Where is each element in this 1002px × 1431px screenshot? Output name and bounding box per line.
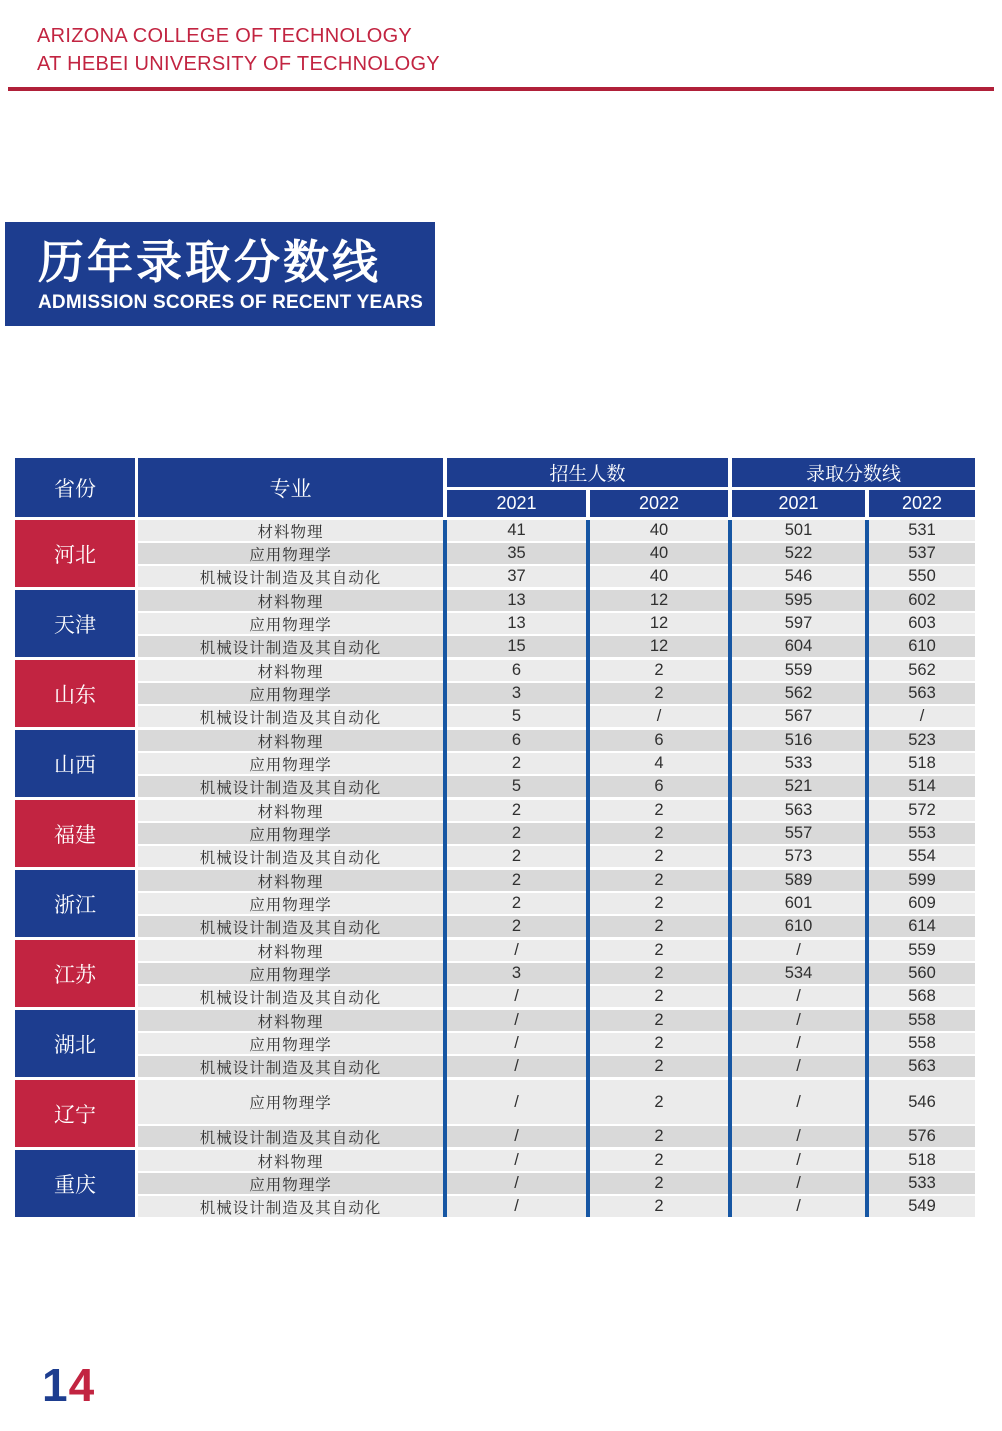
header-score-2021: 2021 (732, 490, 865, 517)
province-section (15, 800, 975, 867)
score-2021-cell: 557 (732, 823, 865, 844)
score-2021-cell: 559 (732, 660, 865, 681)
enrollment-2021-cell: 2 (447, 753, 586, 774)
section-rows (138, 1150, 975, 1217)
section-title-en: ADMISSION SCORES OF RECENT YEARS (38, 291, 424, 313)
enrollment-2021-cell: 3 (447, 683, 586, 704)
enrollment-2021-cell: 37 (447, 566, 586, 587)
score-2021-cell: / (732, 1126, 865, 1147)
enrollment-2021-cell: / (447, 1056, 586, 1077)
enrollment-2021-cell: / (447, 1126, 586, 1147)
major-cell: 应用物理学 (138, 613, 443, 634)
score-2022-cell: 518 (869, 1150, 975, 1171)
score-2021-cell: / (732, 1173, 865, 1194)
table-row (138, 1173, 975, 1194)
score-2022-cell: 562 (869, 660, 975, 681)
enrollment-2021-cell: 2 (447, 870, 586, 891)
major-cell: 应用物理学 (138, 1080, 443, 1124)
major-cell: 机械设计制造及其自动化 (138, 1056, 443, 1077)
table-row (138, 1033, 975, 1054)
score-2021-cell: 573 (732, 846, 865, 867)
score-2022-cell: 558 (869, 1033, 975, 1054)
province-section (15, 590, 975, 657)
table-row (138, 823, 975, 844)
enrollment-2021-cell: 35 (447, 543, 586, 564)
score-2021-cell: 546 (732, 566, 865, 587)
score-2022-cell: 554 (869, 846, 975, 867)
score-2022-cell: 614 (869, 916, 975, 937)
enrollment-2021-cell: 13 (447, 590, 586, 611)
score-2022-cell: 514 (869, 776, 975, 797)
admission-scores-table (15, 458, 975, 1217)
enrollment-2022-cell: 2 (590, 683, 728, 704)
score-2022-cell: 550 (869, 566, 975, 587)
score-2022-cell: 603 (869, 613, 975, 634)
table-row (138, 986, 975, 1007)
table-row (138, 963, 975, 984)
table-row (138, 730, 975, 751)
score-2022-cell: 572 (869, 800, 975, 821)
table-row (138, 870, 975, 891)
major-cell: 材料物理 (138, 730, 443, 751)
enrollment-2021-cell: / (447, 986, 586, 1007)
enrollment-2022-cell: 2 (590, 660, 728, 681)
major-cell: 材料物理 (138, 1150, 443, 1171)
score-2022-cell: 560 (869, 963, 975, 984)
enrollment-2022-cell: 2 (590, 1080, 728, 1124)
major-cell: 应用物理学 (138, 753, 443, 774)
table-row (138, 940, 975, 961)
score-2021-cell: / (732, 1033, 865, 1054)
major-cell: 机械设计制造及其自动化 (138, 636, 443, 657)
major-cell: 材料物理 (138, 1010, 443, 1031)
province-cell: 浙江 (15, 870, 135, 937)
enrollment-2021-cell: 2 (447, 846, 586, 867)
score-2022-cell: 546 (869, 1080, 975, 1124)
enrollment-2021-cell: / (447, 1173, 586, 1194)
page-number-digit-2: 4 (68, 1359, 96, 1411)
enrollment-2022-cell: 2 (590, 1126, 728, 1147)
score-2021-cell: 595 (732, 590, 865, 611)
enrollment-2022-cell: 2 (590, 1173, 728, 1194)
province-cell: 山西 (15, 730, 135, 797)
university-name-header (37, 22, 440, 78)
score-2021-cell: 597 (732, 613, 865, 634)
table-row (138, 590, 975, 611)
enrollment-2022-cell: 2 (590, 1033, 728, 1054)
province-section (15, 940, 975, 1007)
province-section (15, 1010, 975, 1077)
score-2021-cell: / (732, 1080, 865, 1124)
table-row (138, 636, 975, 657)
enrollment-2022-cell: 4 (590, 753, 728, 774)
province-cell: 重庆 (15, 1150, 135, 1217)
major-cell: 应用物理学 (138, 1173, 443, 1194)
score-2022-cell: / (869, 706, 975, 727)
enrollment-2021-cell: 3 (447, 963, 586, 984)
score-2021-cell: / (732, 1196, 865, 1217)
enrollment-2022-cell: 2 (590, 800, 728, 821)
enrollment-2022-cell: 2 (590, 1150, 728, 1171)
score-2021-cell: / (732, 1010, 865, 1031)
table-body (15, 520, 975, 1217)
major-cell: 材料物理 (138, 870, 443, 891)
section-rows (138, 520, 975, 587)
table-row (138, 1056, 975, 1077)
enrollment-2022-cell: / (590, 706, 728, 727)
enrollment-2021-cell: 6 (447, 730, 586, 751)
score-2022-cell: 609 (869, 893, 975, 914)
province-cell: 山东 (15, 660, 135, 727)
enrollment-2021-cell: 2 (447, 916, 586, 937)
major-cell: 机械设计制造及其自动化 (138, 566, 443, 587)
table-row (138, 520, 975, 541)
score-2021-cell: 533 (732, 753, 865, 774)
table-row (138, 1196, 975, 1217)
column-divider-line (728, 520, 732, 1217)
major-cell: 应用物理学 (138, 963, 443, 984)
enrollment-2021-cell: 6 (447, 660, 586, 681)
enrollment-2022-cell: 2 (590, 893, 728, 914)
enrollment-2022-cell: 6 (590, 776, 728, 797)
score-2021-cell: / (732, 1056, 865, 1077)
column-divider-line (443, 520, 447, 1217)
major-cell: 机械设计制造及其自动化 (138, 986, 443, 1007)
score-2022-cell: 576 (869, 1126, 975, 1147)
enrollment-2022-cell: 2 (590, 963, 728, 984)
table-row (138, 1150, 975, 1171)
major-cell: 机械设计制造及其自动化 (138, 916, 443, 937)
enrollment-2021-cell: / (447, 1150, 586, 1171)
score-2022-cell: 531 (869, 520, 975, 541)
enrollment-2022-cell: 12 (590, 636, 728, 657)
table-row (138, 706, 975, 727)
score-2021-cell: 516 (732, 730, 865, 751)
major-cell: 应用物理学 (138, 543, 443, 564)
enrollment-2021-cell: 2 (447, 823, 586, 844)
header-score-2022: 2022 (869, 490, 975, 517)
enrollment-2022-cell: 12 (590, 590, 728, 611)
table-row (138, 543, 975, 564)
column-divider-line (586, 520, 590, 1217)
score-2022-cell: 523 (869, 730, 975, 751)
enrollment-2022-cell: 40 (590, 543, 728, 564)
score-2021-cell: 610 (732, 916, 865, 937)
enrollment-2021-cell: / (447, 1080, 586, 1124)
province-cell: 湖北 (15, 1010, 135, 1077)
score-2021-cell: 567 (732, 706, 865, 727)
score-2021-cell: 522 (732, 543, 865, 564)
province-section (15, 520, 975, 587)
score-2022-cell: 602 (869, 590, 975, 611)
score-2021-cell: / (732, 1150, 865, 1171)
province-cell: 河北 (15, 520, 135, 587)
university-name-line2: AT HEBEI UNIVERSITY OF TECHNOLOGY (37, 53, 440, 75)
major-cell: 材料物理 (138, 590, 443, 611)
province-cell: 天津 (15, 590, 135, 657)
score-2021-cell: / (732, 986, 865, 1007)
table-row (138, 916, 975, 937)
enrollment-2022-cell: 2 (590, 1056, 728, 1077)
score-2022-cell: 537 (869, 543, 975, 564)
enrollment-2022-cell: 2 (590, 1196, 728, 1217)
enrollment-2021-cell: 15 (447, 636, 586, 657)
section-title-zh: 历年录取分数线 (38, 236, 381, 288)
score-2021-cell: 589 (732, 870, 865, 891)
major-cell: 材料物理 (138, 940, 443, 961)
score-2021-cell: 521 (732, 776, 865, 797)
major-cell: 应用物理学 (138, 823, 443, 844)
score-2021-cell: 601 (732, 893, 865, 914)
score-2022-cell: 553 (869, 823, 975, 844)
header-major: 专业 (138, 458, 443, 517)
section-rows (138, 1080, 975, 1147)
section-rows (138, 1010, 975, 1077)
enrollment-2021-cell: / (447, 940, 586, 961)
major-cell: 机械设计制造及其自动化 (138, 776, 443, 797)
score-2022-cell: 518 (869, 753, 975, 774)
score-2022-cell: 568 (869, 986, 975, 1007)
table-row (138, 660, 975, 681)
score-2022-cell: 599 (869, 870, 975, 891)
header-divider-rule (8, 87, 994, 91)
enrollment-2021-cell: 2 (447, 893, 586, 914)
score-2022-cell: 563 (869, 1056, 975, 1077)
major-cell: 材料物理 (138, 660, 443, 681)
section-rows (138, 590, 975, 657)
major-cell: 应用物理学 (138, 893, 443, 914)
enrollment-2021-cell: / (447, 1010, 586, 1031)
major-cell: 机械设计制造及其自动化 (138, 1126, 443, 1147)
province-section (15, 730, 975, 797)
table-row (138, 893, 975, 914)
province-cell: 辽宁 (15, 1080, 135, 1147)
major-cell: 材料物理 (138, 520, 443, 541)
score-2022-cell: 610 (869, 636, 975, 657)
enrollment-2022-cell: 2 (590, 846, 728, 867)
enrollment-2021-cell: 5 (447, 776, 586, 797)
page-number (42, 1358, 95, 1412)
section-title-banner (5, 222, 435, 326)
province-cell: 江苏 (15, 940, 135, 1007)
section-rows (138, 940, 975, 1007)
major-cell: 机械设计制造及其自动化 (138, 706, 443, 727)
enrollment-2022-cell: 2 (590, 823, 728, 844)
enrollment-2022-cell: 6 (590, 730, 728, 751)
province-section (15, 1150, 975, 1217)
header-enrollment-2022: 2022 (590, 490, 728, 517)
enrollment-2021-cell: 41 (447, 520, 586, 541)
table-row (138, 846, 975, 867)
major-cell: 应用物理学 (138, 683, 443, 704)
enrollment-2022-cell: 40 (590, 520, 728, 541)
enrollment-2022-cell: 2 (590, 986, 728, 1007)
table-row (138, 613, 975, 634)
enrollment-2021-cell: 13 (447, 613, 586, 634)
table-row (138, 1010, 975, 1031)
header-scores-group: 录取分数线 (732, 458, 975, 487)
enrollment-2022-cell: 2 (590, 1010, 728, 1031)
header-enrollment-group: 招生人数 (447, 458, 728, 487)
section-rows (138, 870, 975, 937)
table-row (138, 683, 975, 704)
score-2021-cell: 563 (732, 800, 865, 821)
table-row (138, 1126, 975, 1147)
enrollment-2022-cell: 40 (590, 566, 728, 587)
enrollment-2022-cell: 2 (590, 940, 728, 961)
table-row (138, 753, 975, 774)
score-2022-cell: 558 (869, 1010, 975, 1031)
section-rows (138, 660, 975, 727)
enrollment-2022-cell: 12 (590, 613, 728, 634)
table-row (138, 566, 975, 587)
score-2021-cell: 534 (732, 963, 865, 984)
province-section (15, 660, 975, 727)
province-section (15, 1080, 975, 1147)
score-2021-cell: 604 (732, 636, 865, 657)
major-cell: 机械设计制造及其自动化 (138, 1196, 443, 1217)
major-cell: 机械设计制造及其自动化 (138, 846, 443, 867)
province-cell: 福建 (15, 800, 135, 867)
header-enrollment-2021: 2021 (447, 490, 586, 517)
score-2022-cell: 533 (869, 1173, 975, 1194)
score-2021-cell: 562 (732, 683, 865, 704)
enrollment-2022-cell: 2 (590, 916, 728, 937)
major-cell: 材料物理 (138, 800, 443, 821)
enrollment-2021-cell: 5 (447, 706, 586, 727)
enrollment-2022-cell: 2 (590, 870, 728, 891)
section-rows (138, 730, 975, 797)
score-2022-cell: 563 (869, 683, 975, 704)
university-name-line1: ARIZONA COLLEGE OF TECHNOLOGY (37, 25, 413, 47)
score-2021-cell: / (732, 940, 865, 961)
province-section (15, 870, 975, 937)
page-number-digit-1: 1 (42, 1359, 69, 1411)
major-cell: 应用物理学 (138, 1033, 443, 1054)
header-province: 省份 (15, 458, 135, 517)
enrollment-2021-cell: / (447, 1033, 586, 1054)
score-2022-cell: 559 (869, 940, 975, 961)
table-row (138, 800, 975, 821)
table-row (138, 776, 975, 797)
table-header (15, 458, 975, 517)
score-2021-cell: 501 (732, 520, 865, 541)
column-divider-line (865, 520, 869, 1217)
score-2022-cell: 549 (869, 1196, 975, 1217)
section-rows (138, 800, 975, 867)
enrollment-2021-cell: 2 (447, 800, 586, 821)
enrollment-2021-cell: / (447, 1196, 586, 1217)
table-row (138, 1080, 975, 1124)
